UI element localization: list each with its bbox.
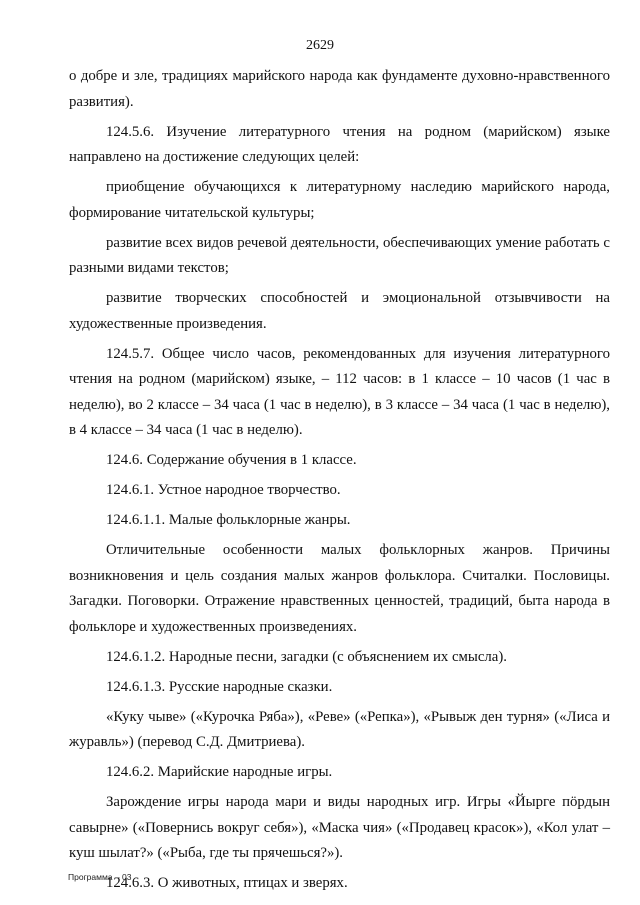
page-number: 2629 — [306, 38, 334, 53]
paragraph: 124.6.2. Марийские народные игры. — [106, 764, 333, 780]
paragraph: 124.6.1. Устное народное творчество. — [106, 482, 341, 498]
paragraph: развитие творческих способностей и эмоциональной отзывчивости на художественные произведения. — [69, 290, 610, 332]
paragraph: Зарождение игры народа мари и виды народных игр. Игры «Йырге пӧрдын савырне» («Повернись вокруг себя»), «Маска чия» («Продавец красок»), «Кол улат – куш шылат?» («Рыба, где ты прячешься?»). — [69, 794, 610, 861]
paragraph: 124.5.7. Общее число часов, рекомендованных для изучения литературного чтения на родном (марийском) языке, – 112 часов: в 1 классе – 10 часов (1 час в неделю), во 2 классе – 34 часа (1 час в неделю), в 3 классе – 34 часа (1 час в неделю), в 4 классе – 34 часа (1 час в неделю). — [69, 345, 610, 438]
paragraph: 124.5.6. Изучение литературного чтения на родном (марийском) языке направлено на достижение следующих целей: — [69, 123, 610, 165]
paragraph: 124.6.3. О животных, птицах и зверях. — [106, 875, 348, 891]
paragraph: Отличительные особенности малых фольклорных жанров. Причины возникновения и цель создания малых жанров фольклора. Считалки. Пословицы. Загадки. Поговорки. Отражение нравственных ценностей, традиций, быта народа в фольклоре и художественных произведениях. — [69, 542, 610, 635]
paragraph: 124.6. Содержание обучения в 1 классе. — [106, 452, 357, 468]
footer-note: Программа – 03 — [68, 872, 132, 882]
paragraph: «Куку чыве» («Курочка Ряба»), «Реве» («Репка»), «Рывыж ден турня» («Лиса и журавль») (перевод С.Д. Дмитриева). — [69, 708, 610, 750]
document-body — [69, 64, 610, 901]
paragraph: о добре и зле, традициях марийского народа как фундаменте духовно-нравственного развития). — [69, 68, 610, 110]
paragraph: приобщение обучающихся к литературному наследию марийского народа, формирование читательской культуры; — [69, 179, 610, 221]
paragraph: развитие всех видов речевой деятельности, обеспечивающих умение работать с разными видами текстов; — [69, 234, 610, 276]
paragraph: 124.6.1.3. Русские народные сказки. — [106, 678, 333, 695]
paragraph: 124.6.1.1. Малые фольклорные жанры. — [106, 512, 351, 528]
paragraph: 124.6.1.2. Народные песни, загадки (с объяснением их смысла). — [106, 648, 507, 665]
